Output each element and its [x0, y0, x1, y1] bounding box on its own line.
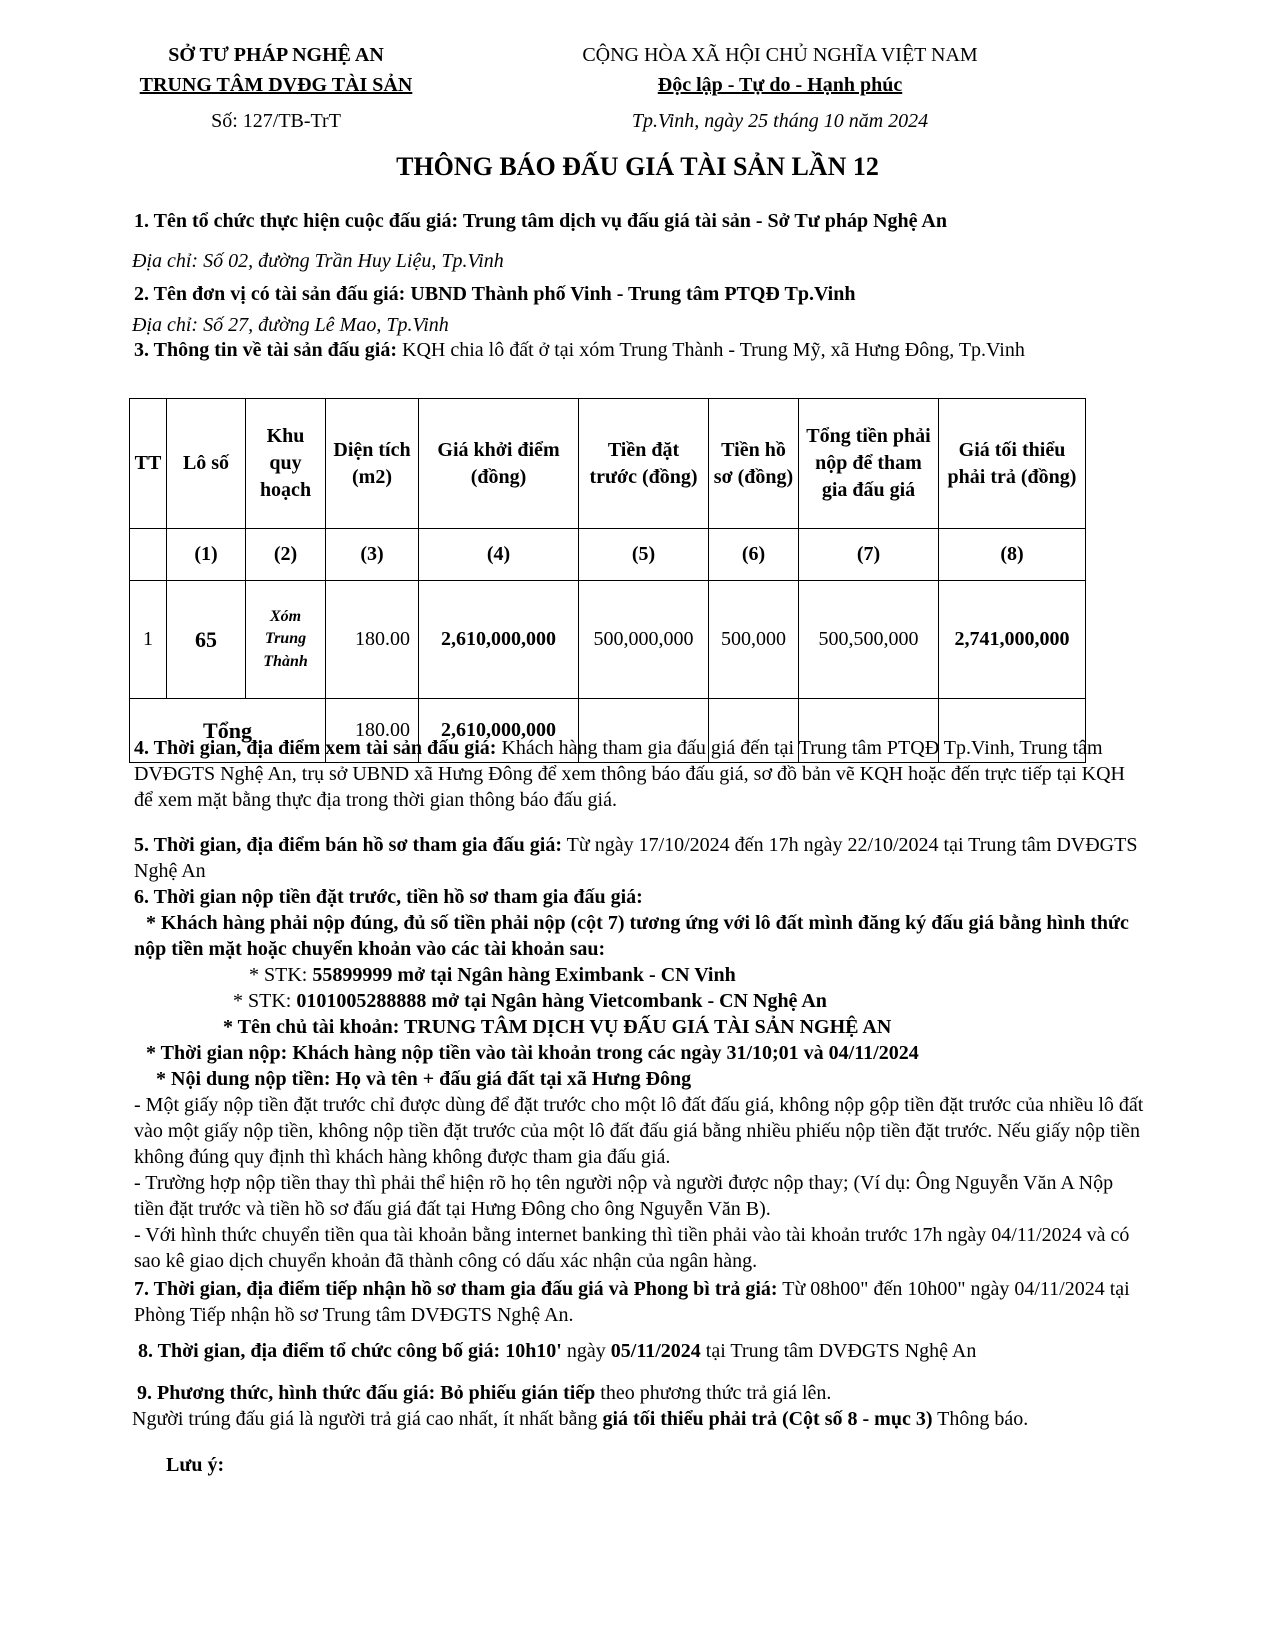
org-name-line1: SỞ TƯ PHÁP NGHỆ AN — [168, 44, 384, 66]
section-1-address: Địa chỉ: Số 02, đường Trần Huy Liệu, Tp.Vinh — [132, 250, 504, 272]
total-label: Tổng — [130, 699, 326, 763]
org-name-line2: TRUNG TÂM DVĐG TÀI SẢN — [139, 74, 413, 96]
section-1-heading: 1. Tên tổ chức thực hiện cuộc đấu giá: Trung tâm dịch vụ đấu giá tài sản - Sở Tư pháp Nghệ An — [134, 210, 947, 232]
section-4 — [134, 735, 1144, 813]
section-8-mid: ngày — [561, 1340, 611, 1362]
section-9-line1 — [137, 1380, 831, 1406]
table-cell — [130, 529, 167, 581]
row-zone: Xóm Trung Thành — [263, 607, 308, 670]
row-area: 180.00 — [326, 581, 419, 699]
row-deposit: 500,000,000 — [579, 581, 709, 699]
section-8-label: 8. Thời gian, địa điểm tổ chức công bố giá: 10h10' — [138, 1340, 562, 1362]
section-3 — [134, 338, 1084, 362]
document-number: Số: 127/TB-TrT — [211, 110, 341, 132]
section-8-date: 05/11/2024 — [610, 1340, 701, 1362]
section-7-text: Từ 08h00" đến 10h00" ngày 04/11/2024 tại Phòng Tiếp nhận hồ sơ Trung tâm DVĐGTS Nghệ An. — [134, 1278, 1130, 1326]
col-header: Tiền hồ sơ (đồng) — [709, 399, 799, 529]
table-index-row — [130, 529, 1086, 581]
section-9-line2a: Người trúng đấu giá là người trả giá cao nhất, ít nhất bằng — [132, 1408, 603, 1430]
col-header: Giá tối thiểu phải trả (đồng) — [939, 399, 1086, 529]
col-index: (7) — [799, 529, 939, 581]
section-2-address: Địa chỉ: Số 27, đường Lê Mao, Tp.Vinh — [132, 314, 449, 336]
row-fee: 500,000 — [709, 581, 799, 699]
section-4-text: Khách hàng tham gia đấu giá đến tại Trung tâm PTQĐ Tp.Vinh, Trung tâm DVĐGTS Nghệ An, trụ sở UBND xã Hưng Đông để xem thông báo đấu giá, sơ đồ bản vẽ KQH hoặc đến trực tiếp tại KQH để xem mặt bằng thực địa trong thời gian thông báo đấu giá. — [134, 737, 1125, 811]
section-6-line1: * Khách hàng phải nộp đúng, đủ số tiền phải nộp (cột 7) tương ứng với lô đất mình đăng ký đấu giá bằng hình thức nộp tiền mặt hoặc chuyển khoản vào các tài khoản sau: — [134, 912, 1129, 960]
section-7 — [134, 1276, 1144, 1328]
account-1-prefix: * STK: — [249, 964, 308, 986]
total-area: 180.00 — [326, 699, 419, 763]
section-9-text: theo phương thức trả giá lên. — [595, 1382, 832, 1404]
row-min-price: 2,741,000,000 — [939, 581, 1086, 699]
section-5 — [134, 832, 1144, 884]
col-index: (2) — [246, 529, 326, 581]
note-1: - Một giấy nộp tiền đặt trước chỉ được dùng để đặt trước cho một lô đất đấu giá, không nộp gộp tiền đặt trước của nhiều lô đất vào một giấy nộp tiền, không nộp tiền đặt trước của một lô đất đấu giá bằng nhiều phiếu nộp tiền đặt trước. Nếu giấy nộp tiền không đúng quy định thì khách hàng không được tham gia đấu giá. — [134, 1094, 1144, 1168]
account-1-detail: 55899999 mở tại Ngân hàng Eximbank - CN Vinh — [307, 964, 736, 986]
total-start-price: 2,610,000,000 — [419, 699, 579, 763]
note-3: - Với hình thức chuyển tiền qua tài khoản bằng internet banking thì tiền phải vào tài khoản trước 17h ngày 04/11/2024 và có sao kê giao dịch chuyển khoản đã thành công có dấu xác nhận của ngân hàng. — [134, 1224, 1130, 1272]
section-5-text: Từ ngày 17/10/2024 đến 17h ngày 22/10/2024 tại Trung tâm DVĐGTS Nghệ An — [134, 834, 1138, 882]
col-index: (4) — [419, 529, 579, 581]
account-2-prefix: * STK: — [233, 990, 292, 1012]
row-tt: 1 — [130, 581, 167, 699]
col-header: Khu quy hoạch — [246, 399, 326, 529]
section-8-tail: tại Trung tâm DVĐGTS Nghệ An — [700, 1340, 977, 1362]
auction-table — [129, 398, 1086, 763]
account-2 — [233, 988, 827, 1014]
col-index: (5) — [579, 529, 709, 581]
section-7-label: 7. Thời gian, địa điểm tiếp nhận hồ sơ tham gia đấu giá và Phong bì trả giá: — [134, 1278, 778, 1300]
section-9-line2c: Thông báo. — [932, 1408, 1029, 1430]
row-total-pay: 500,500,000 — [799, 581, 939, 699]
col-header: Tiền đặt trước (đồng) — [579, 399, 709, 529]
national-title: CỘNG HÒA XÃ HỘI CHỦ NGHĨA VIỆT NAM — [582, 44, 978, 66]
section-3-text: KQH chia lô đất ở tại xóm Trung Thành - Trung Mỹ, xã Hưng Đông, Tp.Vinh — [397, 339, 1025, 361]
section-9-line2b: giá tối thiểu phải trả (Cột số 8 - mục 3) — [602, 1408, 933, 1430]
section-8 — [138, 1338, 976, 1364]
page-title: THÔNG BÁO ĐẤU GIÁ TÀI SẢN LẦN 12 — [396, 152, 879, 181]
table-row — [130, 581, 1086, 699]
col-header: Tổng tiền phải nộp để tham gia đấu giá — [799, 399, 939, 529]
payment-time: * Thời gian nộp: Khách hàng nộp tiền vào tài khoản trong các ngày 31/10;01 và 04/11/2024 — [146, 1042, 919, 1064]
row-lot: 65 — [167, 581, 246, 699]
col-index: (1) — [167, 529, 246, 581]
section-9-line2 — [132, 1406, 1028, 1432]
row-start-price: 2,610,000,000 — [419, 581, 579, 699]
national-motto: Độc lập - Tự do - Hạnh phúc — [657, 74, 903, 96]
payment-content: * Nội dung nộp tiền: Họ và tên + đấu giá đất tại xã Hưng Đông — [156, 1068, 692, 1090]
account-owner: * Tên chủ tài khoản: TRUNG TÂM DỊCH VỤ ĐẤU GIÁ TÀI SẢN NGHỆ AN — [223, 1016, 892, 1038]
col-index: (3) — [326, 529, 419, 581]
account-1 — [249, 962, 736, 988]
note-2: - Trường hợp nộp tiền thay thì phải thể hiện rõ họ tên người nộp và người được nộp thay; (Ví dụ: Ông Nguyễn Văn A Nộp tiền đặt trước và tiền hồ sơ đấu giá đất tại Hưng Đông cho ông Nguyễn Văn B). — [134, 1172, 1114, 1220]
section-6-heading: 6. Thời gian nộp tiền đặt trước, tiền hồ sơ tham gia đấu giá: — [134, 886, 643, 908]
col-index: (8) — [939, 529, 1086, 581]
note-label: Lưu ý: — [166, 1454, 225, 1476]
table-header-row — [130, 399, 1086, 529]
section-5-label: 5. Thời gian, địa điểm bán hồ sơ tham gia đấu giá: — [134, 834, 562, 856]
document-date: Tp.Vinh, ngày 25 tháng 10 năm 2024 — [631, 110, 929, 132]
row-zone-cell — [246, 581, 326, 699]
col-header: Lô số — [167, 399, 246, 529]
account-2-detail: 0101005288888 mở tại Ngân hàng Vietcombank - CN Nghệ An — [291, 990, 827, 1012]
section-4-label: 4. Thời gian, địa điểm xem tài sản đấu giá: — [134, 737, 497, 759]
col-header: Diện tích (m2) — [326, 399, 419, 529]
col-header: TT — [130, 399, 167, 529]
section-3-label: 3. Thông tin về tài sản đấu giá: — [134, 339, 398, 361]
col-index: (6) — [709, 529, 799, 581]
section-9-label: 9. Phương thức, hình thức đấu giá: Bỏ phiếu gián tiếp — [137, 1382, 596, 1404]
section-2-heading: 2. Tên đơn vị có tài sản đấu giá: UBND Thành phố Vinh - Trung tâm PTQĐ Tp.Vinh — [134, 283, 856, 305]
col-header: Giá khởi điểm (đồng) — [419, 399, 579, 529]
